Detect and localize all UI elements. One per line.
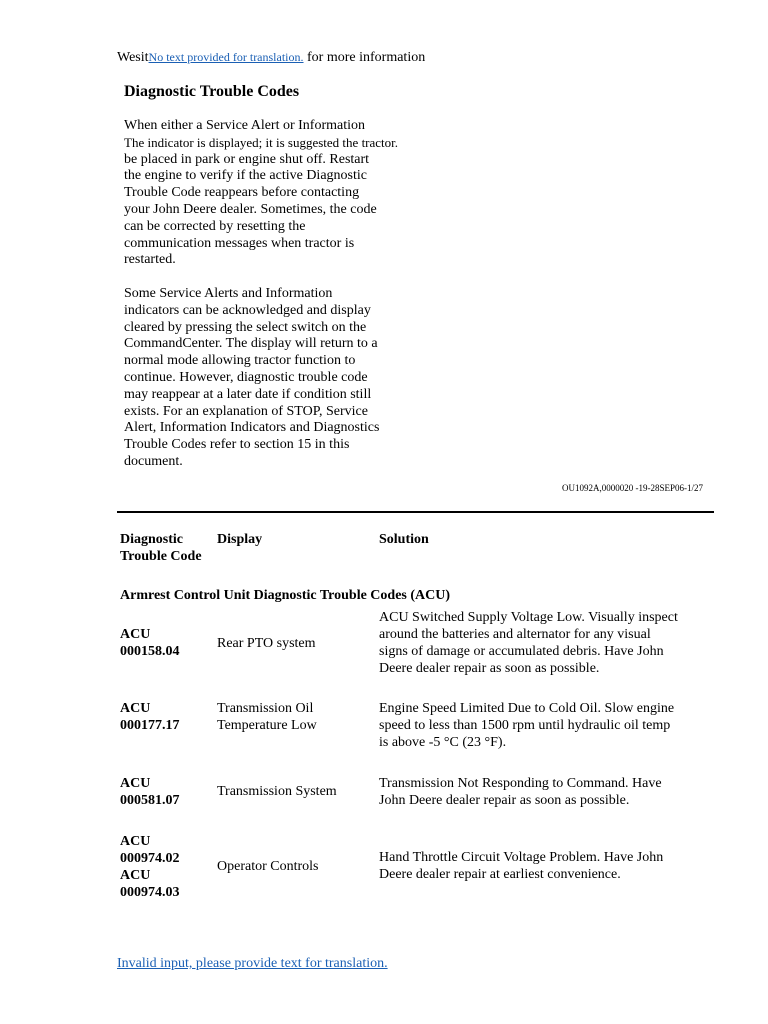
paragraph-service-alert	[124, 118, 424, 269]
solution-line: Deere dealer repair as soon as possible.	[379, 661, 600, 676]
text-line: can be corrected by resetting the	[124, 218, 306, 234]
solution-line: Deere dealer repair at earliest convenience.	[379, 867, 621, 882]
solution-line: Engine Speed Limited Due to Cold Oil. Slow engine	[379, 701, 675, 716]
text-line: be placed in park or engine shut off. Restart	[124, 151, 370, 167]
display-line: Operator Controls	[217, 859, 319, 874]
code-line: 000177.17	[120, 718, 180, 733]
text-line: restarted.	[124, 252, 176, 268]
section-title: Armrest Control Unit Diagnostic Trouble Codes (ACU)	[120, 588, 451, 603]
header-trouble-code	[120, 532, 202, 565]
paragraph-acknowledge	[124, 286, 424, 471]
text-line: Trouble Codes refer to section 15 in this	[124, 437, 350, 453]
text-line: The indicator is displayed; it is suggested the tractor.	[124, 134, 399, 150]
info-suffix: for more information	[303, 50, 426, 65]
translation-link[interactable]: No text provided for translation.	[148, 50, 304, 64]
text-line: exists. For an explanation of STOP, Service	[124, 403, 368, 419]
code-line: ACU	[120, 868, 151, 883]
code-line: 000581.07	[120, 793, 180, 808]
row2-display	[217, 700, 317, 734]
text-line: the engine to verify if the active Diagnostic	[124, 168, 367, 184]
text-line: continue. However, diagnostic trouble code	[124, 369, 368, 385]
solution-line: ACU Switched Supply Voltage Low. Visually inspect	[379, 610, 678, 625]
text-line: normal mode allowing tractor function to	[124, 353, 356, 369]
code-line: ACU	[120, 627, 151, 642]
row3-display	[217, 783, 337, 800]
text-line: Some Service Alerts and Information	[124, 286, 333, 301]
translation-footer-link[interactable]: Invalid input, please provide text for translation.	[117, 956, 388, 971]
code-line: ACU	[120, 834, 151, 849]
solution-line: Hand Throttle Circuit Voltage Problem. Have John	[379, 850, 664, 865]
row4-code	[120, 833, 180, 901]
info-prefix: Wesit	[117, 50, 149, 65]
code-line: 000974.03	[120, 885, 180, 900]
row4-display	[217, 858, 318, 875]
solution-line: Transmission Not Responding to Command. Have	[379, 776, 662, 791]
text-line: your John Deere dealer. Sometimes, the code	[124, 201, 377, 217]
header-line: Diagnostic	[120, 532, 183, 547]
code-line: 000974.02	[120, 851, 180, 866]
solution-line: signs of damage or accumulated debris. Have John	[379, 644, 664, 659]
row4-solution	[379, 849, 714, 883]
row2-code	[120, 700, 180, 734]
display-line: Transmission Oil	[217, 701, 314, 716]
row1-solution	[379, 609, 714, 677]
text-line: document.	[124, 453, 183, 469]
text-line: When either a Service Alert or Information	[124, 118, 366, 133]
text-line: Trouble Code reappears before contacting	[124, 185, 360, 201]
header-display: Display	[217, 532, 263, 547]
text-line: Alert, Information Indicators and Diagnostics	[124, 420, 380, 436]
solution-line: John Deere dealer repair as soon as possible.	[379, 793, 630, 808]
solution-line: is above -5 °C (23 °F).	[379, 735, 507, 750]
code-line: 000158.04	[120, 644, 180, 659]
row1-code	[120, 626, 180, 660]
row3-solution	[379, 775, 714, 809]
solution-line: around the batteries and alternator for any visual	[379, 627, 651, 642]
text-line: communication messages when tractor is	[124, 235, 355, 251]
text-line: CommandCenter. The display will return to a	[124, 336, 378, 352]
row3-code	[120, 775, 180, 809]
page-title: Diagnostic Trouble Codes	[124, 83, 300, 100]
code-line: ACU	[120, 701, 151, 716]
display-line: Temperature Low	[217, 718, 317, 733]
row2-solution	[379, 700, 714, 751]
info-line	[117, 50, 425, 66]
solution-line: speed to less than 1500 rpm until hydraulic oil temp	[379, 718, 671, 733]
text-line: may reappear at a later date if condition still	[124, 386, 372, 402]
header-solution: Solution	[379, 532, 429, 547]
display-line: Rear PTO system	[217, 636, 316, 651]
divider	[117, 511, 714, 513]
text-line: cleared by pressing the select switch on the	[124, 319, 367, 335]
display-line: Transmission System	[217, 784, 337, 799]
row1-display	[217, 635, 316, 652]
document-reference: OU1092A,0000020 -19-28SEP06-1/27	[562, 483, 703, 493]
code-line: ACU	[120, 776, 151, 791]
text-line: indicators can be acknowledged and display	[124, 302, 371, 318]
header-line: Trouble Code	[120, 548, 202, 564]
